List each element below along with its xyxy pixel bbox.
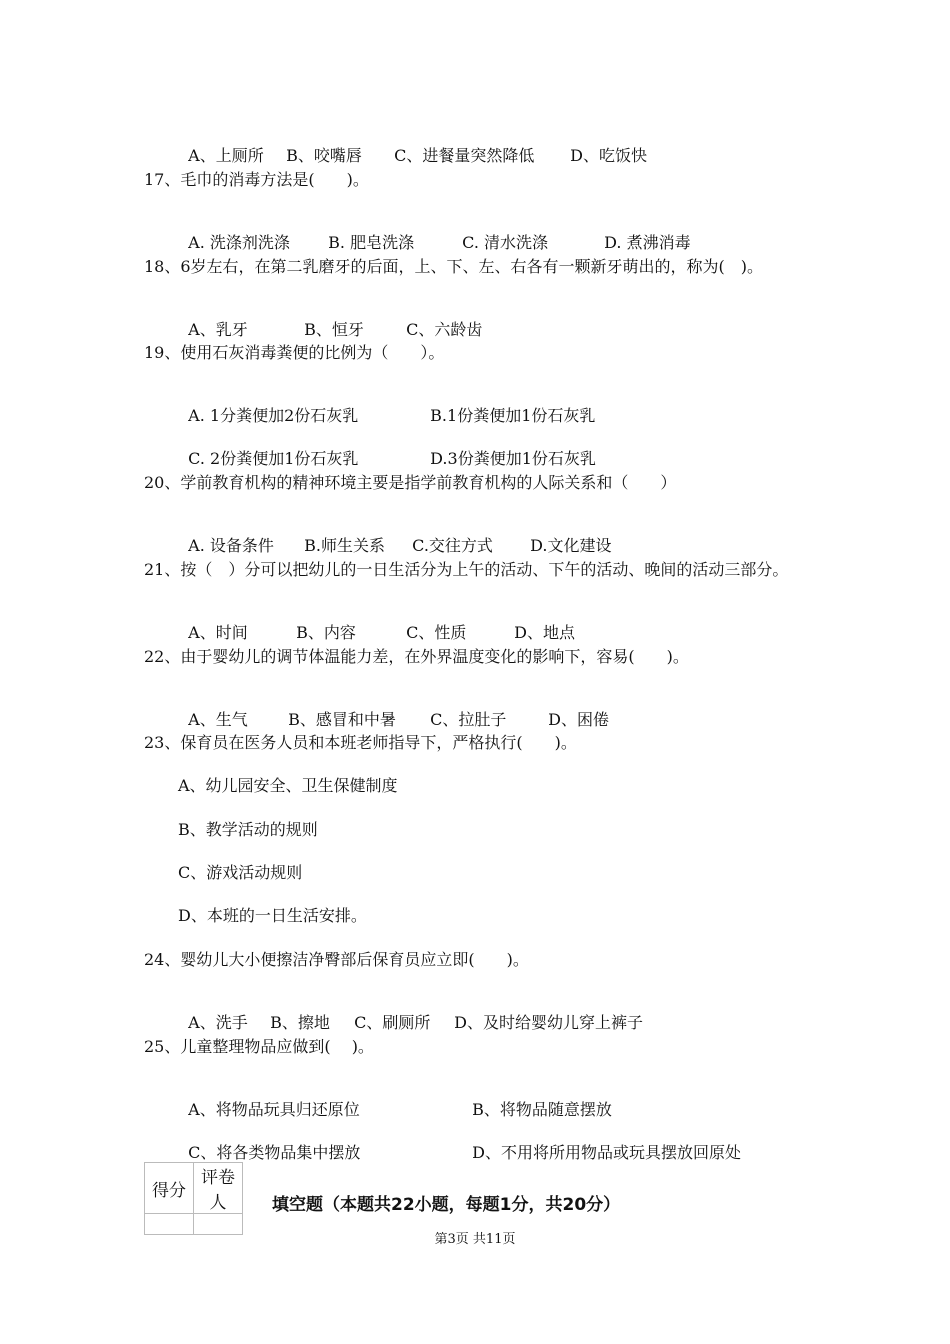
q21-option-a: A、时间: [188, 623, 248, 642]
q24-question: 24、婴幼儿大小便擦洁净臀部后保育员应立即( )。: [144, 950, 529, 969]
q24-option-b: B、擦地: [270, 1013, 330, 1032]
q17-option-a: A. 洗涤剂洗涤: [188, 233, 290, 252]
q21-question: 21、按（ ）分可以把幼儿的一日生活分为上午的活动、下午的活动、晚间的活动三部分。: [144, 560, 789, 579]
q20-option-b: B.师生关系: [304, 536, 386, 555]
q20-options: [178, 516, 612, 556]
q21-option-d: D、地点: [514, 623, 576, 642]
section-heading: 填空题（本题共22小题，每题1分，共20分）: [272, 1195, 621, 1215]
q16-options: [178, 126, 647, 166]
q17-option-d: D. 煮沸消毒: [604, 233, 691, 252]
q19-options-row2: [178, 429, 596, 469]
q23-option-c: C、游戏活动规则: [178, 863, 303, 882]
q17-options: [178, 213, 691, 253]
q22-option-b: B、感冒和中暑: [288, 710, 396, 729]
q20-option-c: C.交往方式: [412, 536, 493, 555]
q25-options-row1: [178, 1080, 612, 1120]
q25-option-b: B、将物品随意摆放: [472, 1100, 612, 1119]
q24-option-c: C、刷厕所: [354, 1013, 431, 1032]
q24-options: [178, 993, 643, 1033]
q19-option-a: A. 1分粪便加2份石灰乳: [188, 406, 359, 425]
q17-question: 17、毛巾的消毒方法是( )。: [144, 170, 369, 189]
score-grader-table: [144, 1162, 243, 1235]
q16-option-b: B、咬嘴唇: [286, 146, 362, 165]
q19-question: 19、使用石灰消毒粪便的比例为（ ）。: [144, 343, 445, 362]
q18-option-a: A、乳牙: [188, 320, 248, 339]
q25-question: 25、儿童整理物品应做到( )。: [144, 1037, 374, 1056]
q20-option-d: D.文化建设: [530, 536, 612, 555]
q25-options-row2: [178, 1123, 741, 1163]
q16-option-a: A、上厕所: [188, 146, 264, 165]
q25-option-c: C、将各类物品集中摆放: [188, 1143, 361, 1162]
q23-option-a: A、幼儿园安全、卫生保健制度: [178, 776, 398, 795]
q22-option-d: D、困倦: [548, 710, 610, 729]
q18-options: [178, 300, 482, 340]
q21-option-c: C、性质: [406, 623, 467, 642]
q19-option-d: D.3份粪便加1份石灰乳: [430, 449, 596, 468]
q23-option-b: B、教学活动的规则: [178, 820, 318, 839]
q22-options: [178, 690, 609, 730]
q17-option-b: B. 肥皂洗涤: [328, 233, 415, 252]
q24-option-a: A、洗手: [188, 1013, 248, 1032]
q20-question: 20、学前教育机构的精神环境主要是指学前教育机构的人际关系和（ ）: [144, 473, 677, 492]
q19-option-c: C. 2份粪便加1份石灰乳: [188, 449, 359, 468]
q16-option-d: D、吃饭快: [570, 146, 648, 165]
q16-option-c: C、进餐量突然降低: [394, 146, 535, 165]
q19-option-b: B.1份粪便加1份石灰乳: [430, 406, 596, 425]
grader-label: 评卷人: [194, 1163, 243, 1214]
q22-question: 22、由于婴幼儿的调节体温能力差，在外界温度变化的影响下，容易( )。: [144, 647, 689, 666]
q24-option-d: D、及时给婴幼儿穿上裤子: [454, 1013, 644, 1032]
q23-question: 23、保育员在医务人员和本班老师指导下，严格执行( )。: [144, 733, 577, 752]
q20-option-a: A. 设备条件: [188, 536, 274, 555]
q18-question: 18、6岁左右，在第二乳磨牙的后面，上、下、左、右各有一颗新牙萌出的，称为( )。: [144, 257, 764, 276]
q22-option-c: C、拉肚子: [430, 710, 507, 729]
q18-option-c: C、六龄齿: [406, 320, 483, 339]
q21-option-b: B、内容: [296, 623, 356, 642]
q23-option-d: D、本班的一日生活安排。: [178, 906, 367, 925]
score-label: 得分: [145, 1163, 194, 1214]
q25-option-d: D、不用将所用物品或玩具摆放回原处: [472, 1143, 742, 1162]
q22-option-a: A、生气: [188, 710, 248, 729]
page-footer: 第3页 共11页: [434, 1232, 516, 1247]
q25-option-a: A、将物品玩具归还原位: [188, 1100, 360, 1119]
q17-option-c: C. 清水洗涤: [462, 233, 549, 252]
q18-option-b: B、恒牙: [304, 320, 364, 339]
q19-options-row1: [178, 386, 595, 426]
q21-options: [178, 603, 575, 643]
